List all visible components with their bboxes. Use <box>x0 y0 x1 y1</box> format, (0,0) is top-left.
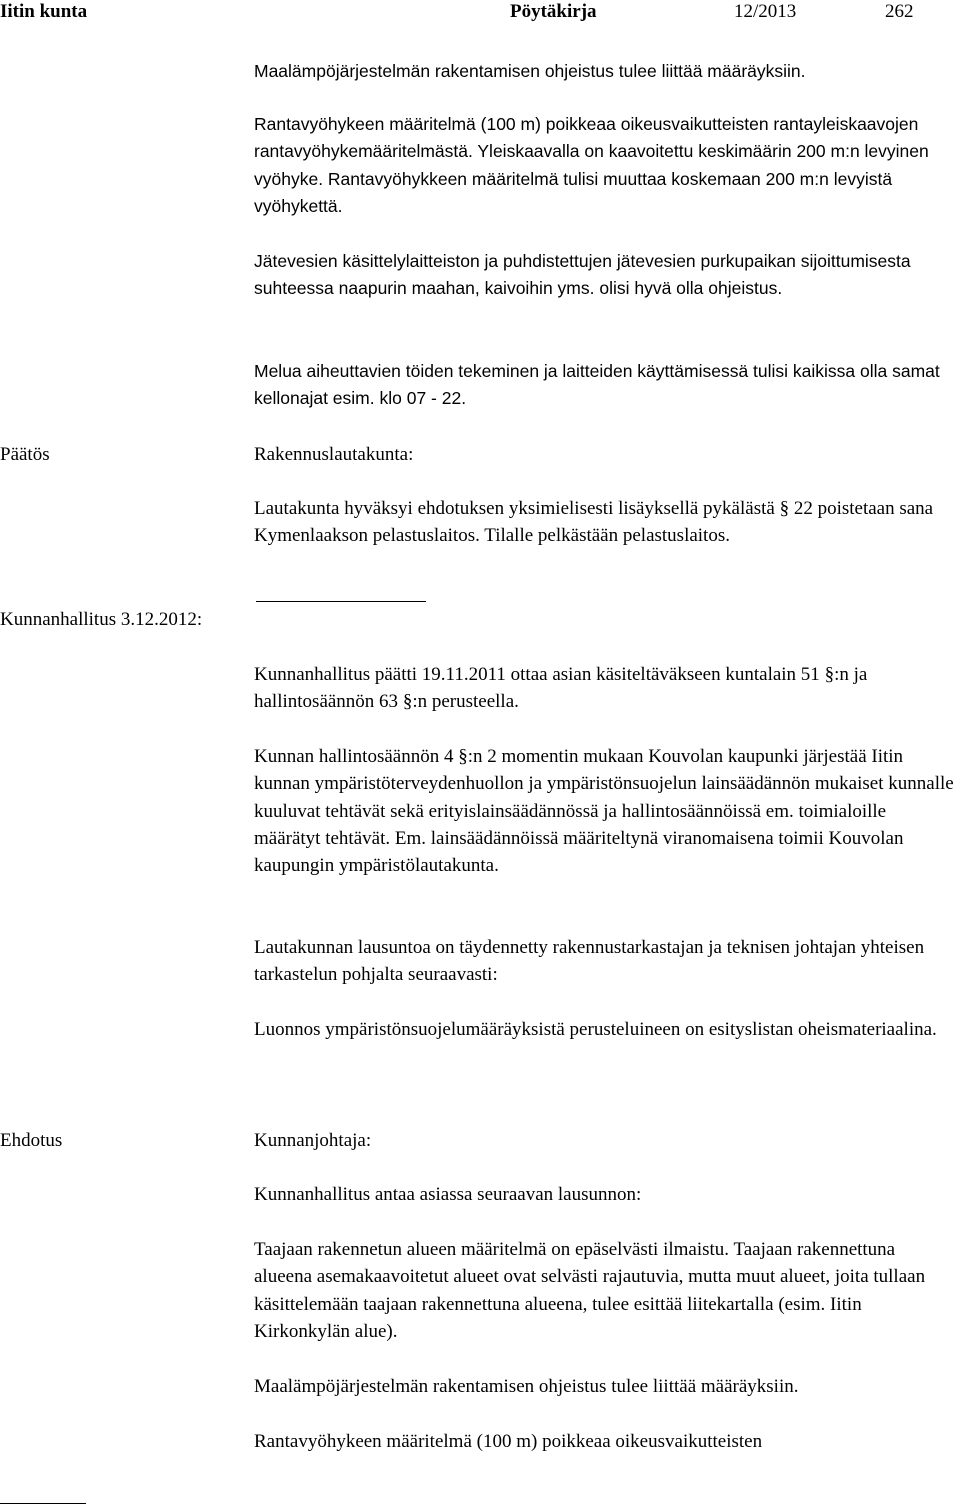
page-header <box>0 0 960 26</box>
paragraph-board-statement: Kunnanhallitus antaa asiassa seuraavan lausunnon: <box>254 1184 642 1205</box>
issue-number: 12/2013 <box>734 1 797 22</box>
board-decided-text-3: :n perusteella. <box>412 691 519 713</box>
section-sign-icon: § <box>824 664 835 685</box>
board-decided-text-2: :n ja hallintosäännön 63 <box>254 664 868 713</box>
paragraph-dense-area: Taajaan rakennetun alueen määritelmä on epäselvästi ilmaistu. Taajaan rakennettuna alueena asemakaavoitetut alueet ovat selvästi rajautuvia, mutta muut alueet, joita tullaan käsittelemään taajaan rakennettuna alueena, tulee esittää liitekartalla (esim. Iitin Kirkonkylän alue). <box>254 1239 926 1342</box>
section-sign-icon: § <box>779 498 790 519</box>
paragraph-municipal-manager: Kunnanjohtaja: <box>254 1130 372 1151</box>
committee-approved-text-1: Lautakunta hyväksyi ehdotuksen yksimielisesti lisäyksellä pykälästä <box>254 498 775 519</box>
paragraph-draft-attached: Luonnos ympäristönsuojelumääräyksistä perusteluineen on esityslistan oheismateriaalina. <box>254 1019 937 1040</box>
paragraph-rules-section <box>254 743 954 879</box>
paragraph-committee-approved <box>254 495 954 550</box>
paragraph-board-decided <box>254 661 954 716</box>
page-number: 262 <box>885 1 914 22</box>
paragraph-noise: Melua aiheuttavien töiden tekeminen ja laitteiden käyttämisessä tulisi kaikissa olla samat kellonajat esim. klo 07 - 22. <box>254 361 940 409</box>
section-sign-icon: § <box>458 746 468 767</box>
paragraph-building-committee: Rakennuslautakunta: <box>254 444 414 465</box>
paragraph-shore-zone: Rantavyöhykeen määritelmä (100 m) poikkeaa oikeusvaikutteisten rantayleiskaavojen rantavyöhykemääritelmästä. Yleiskaavalla on kaavoitettu keskimäärin 200 m:n levyinen vyöhyke. Rantavyöhykkeen määritelmä tulisi muuttaa koskemaan 200 m:n levyistä vyöhykettä. <box>254 114 929 216</box>
section-sign-icon: § <box>402 691 413 713</box>
paragraph-heat-pump: Maalämpöjärjestelmän rakentamisen ohjeistus tulee liittää määräyksiin. <box>254 61 806 81</box>
label-decision: Päätös <box>0 444 50 465</box>
rules-section-text-1: Kunnan hallintosäännön 4 <box>254 746 454 767</box>
label-proposal: Ehdotus <box>0 1130 63 1151</box>
label-municipal-board-date: Kunnanhallitus 3.12.2012: <box>0 609 203 630</box>
paragraph-shore-zone-2: Rantavyöhykeen määritelmä (100 m) poikkeaa oikeusvaikutteisten <box>254 1431 763 1452</box>
document-type: Pöytäkirja <box>510 1 597 22</box>
paragraph-statement-added: Lautakunnan lausuntoa on täydennetty rakennustarkastajan ja teknisen johtajan yhteisen tarkastelun pohjalta seuraavasti: <box>254 937 925 986</box>
paragraph-wastewater: Jätevesien käsittelylaitteiston ja puhdistettujen jätevesien purkupaikan sijoittumisesta suhteessa naapurin maahan, kaivoihin yms. olisi hyvä olla ohjeistus. <box>254 251 911 299</box>
rules-section-text-2: :n 2 momentin mukaan Kouvolan kaupunki järjestää Iitin kunnan ympäristöterveydenhuollon ja ympäristönsuojelun lainsäädännön mukaiset kunnalle kuuluvat tehtävät sekä erityislainsäädännössä ja hallintosäännöissä em. toimialoille määrätyt tehtävät. Em. lainsäädännöissä määriteltynä viranomaisena toimii Kouvolan kaupungin ympäristölautakunta. <box>254 746 954 877</box>
footnote-separator-line <box>0 1503 86 1504</box>
paragraph-heat-pump-2: Maalämpöjärjestelmän rakentamisen ohjeistus tulee liittää määräyksiin. <box>254 1376 799 1397</box>
board-decided-text-1: Kunnanhallitus päätti 19.11.2011 ottaa asian käsiteltäväkseen kuntalain 51 <box>254 664 820 685</box>
separator-line <box>256 601 426 602</box>
committee-approved-text-2: 22 poistetaan sana Kymenlaakson pelastuslaitos. Tilalle pelkästään pelastuslaitos. <box>254 498 934 547</box>
organization-name: Iitin kunta <box>0 1 88 22</box>
